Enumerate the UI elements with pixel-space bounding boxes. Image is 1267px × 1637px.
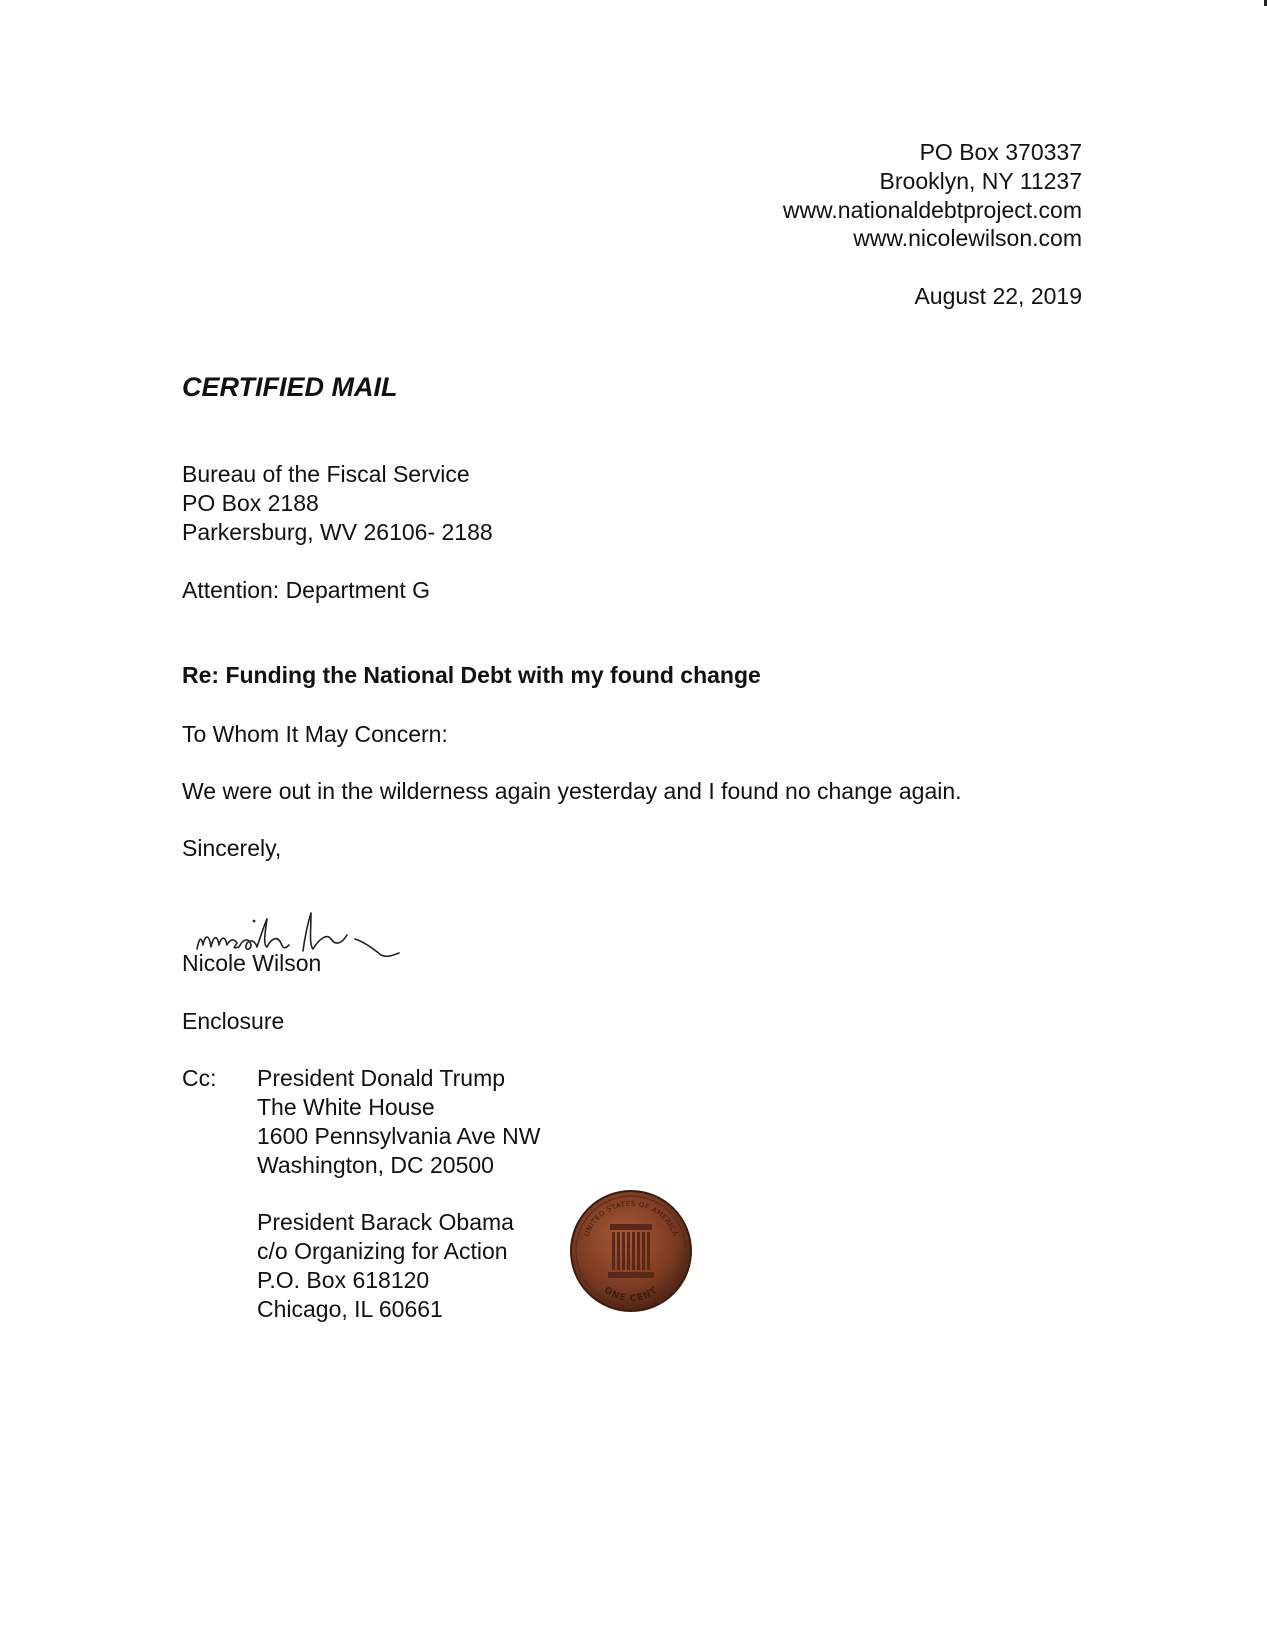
sender-address-line2: Brooklyn, NY 11237 [879,168,1082,194]
sender-address-line1: PO Box 370337 [919,139,1082,165]
cc-recipient-2-line3: P.O. Box 618120 [257,1267,430,1293]
recipient-address-line1: PO Box 2188 [182,490,319,516]
penny-coin-image [568,1188,694,1314]
recipient-address-line2: Parkersburg, WV 26106- 2188 [182,519,493,545]
cc-recipient-1-line4: Washington, DC 20500 [257,1152,494,1178]
coin-bottom-text: ONE CENT [601,1285,661,1305]
cc-recipient-2-line2: c/o Organizing for Action [257,1238,508,1264]
certified-mail-heading: CERTIFIED MAIL [182,372,398,402]
enclosure-note: Enclosure [182,1008,285,1034]
cc-recipient-1-line3: 1600 Pennsylvania Ave NW [257,1123,541,1149]
attention-line: Attention: Department G [182,577,431,603]
sender-website-2: www.nicolewilson.com [853,225,1082,251]
subject-line: Re: Funding the National Debt with my found change [182,662,761,688]
sender-website-1: www.nationaldebtproject.com [782,197,1082,223]
recipient-name: Bureau of the Fiscal Service [182,461,470,487]
cc-recipient-1-line1: President Donald Trump [257,1065,506,1091]
cc-label: Cc: [182,1065,217,1091]
cc-recipient-2-line1: President Barack Obama [257,1209,514,1235]
cc-recipient-2-line4: Chicago, IL 60661 [257,1296,443,1322]
letter-date: August 22, 2019 [914,283,1082,309]
signer-name: Nicole Wilson [182,950,322,976]
letter-body: We were out in the wilderness again yesterday and I found no change again. [182,778,962,804]
closing: Sincerely, [182,835,282,861]
coin-top-text: UNITED STATES OF AMERICA [582,1199,680,1238]
cc-recipient-1-line2: The White House [257,1094,435,1120]
salutation: To Whom It May Concern: [182,721,448,747]
